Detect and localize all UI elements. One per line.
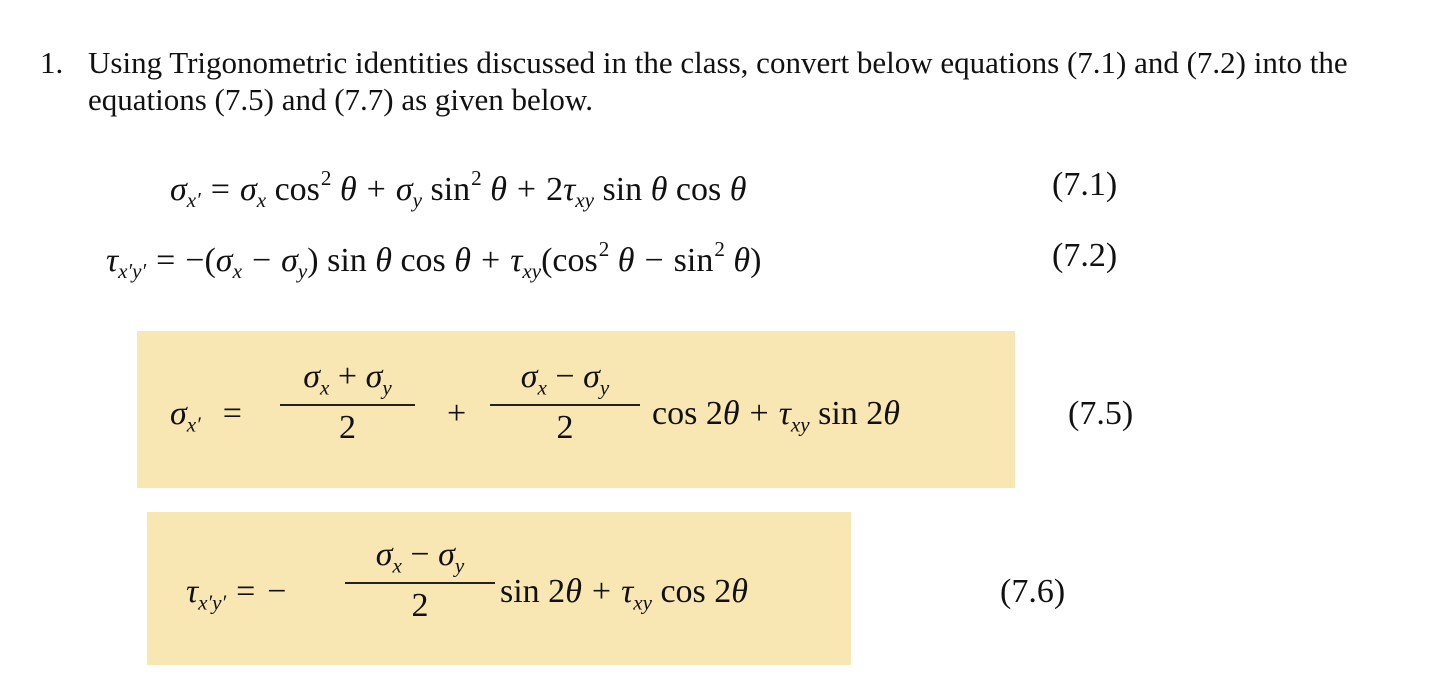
fraction-difference-over-two: $\sigma_x - \sigma_y$ 2 [490, 358, 640, 447]
equation-7-5-lhs: $\sigma_{x'}$ = [170, 395, 242, 437]
problem-statement [40, 44, 1410, 118]
equation-7-1: $\sigma_{x'} = \sigma_x$ $\cos^2 \theta + \sigma_y$ $\sin^2 \theta + 2\tau_{xy}$ sin θ cos θ [170, 166, 747, 213]
fraction-difference-over-two-7-6: $\sigma_x - \sigma_y$ 2 [345, 536, 495, 625]
problem-number: 1. [40, 45, 64, 80]
equation-number-7-2: (7.2) [1052, 237, 1118, 274]
equation-7-6-lhs: $\tau_{x'y'}$ = − [186, 573, 287, 615]
equation-number-7-1: (7.1) [1052, 166, 1118, 203]
problem-text: Using Trigonometric identities discussed in the class, convert below equations (7.1) and (7.2) into the equations (7.5) and (7.7) as given below. [88, 45, 1348, 117]
equation-number-7-6: (7.6) [1000, 573, 1066, 610]
plus-sign: + [447, 395, 467, 432]
fraction-sum-over-two: $\sigma_x + \sigma_y$ 2 [280, 358, 415, 447]
equation-7-6-rhs: $\sin 2\theta + \tau_{xy}$ cos 2θ [500, 573, 748, 615]
equation-7-5-rhs: $\cos 2\theta + \tau_{xy}$ sin 2θ [652, 395, 900, 437]
equation-number-7-5: (7.5) [1068, 395, 1134, 432]
equation-7-2: $\tau_{x'y'} = -(\sigma_x - \sigma_y)$ sin θ $\cos \theta + \tau_{xy}(\cos^2$ $\theta - \sin^2 \theta$) [106, 237, 762, 284]
